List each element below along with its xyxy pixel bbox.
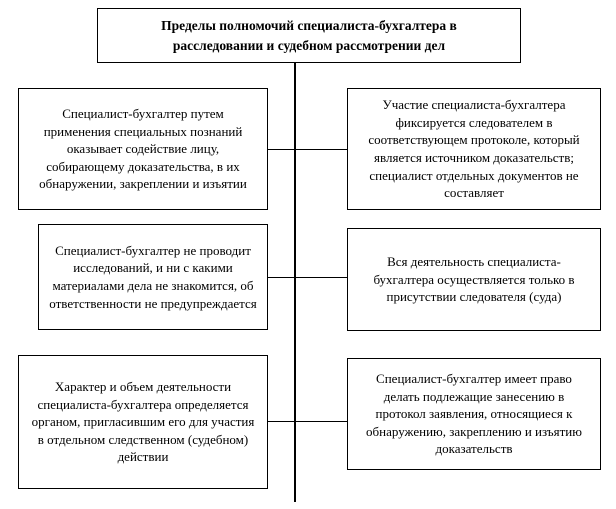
diagram-box-right-middle [347,228,601,331]
connector-left-middle [267,277,294,278]
diagram-box-right-bottom-text: Специалист-бухгалтер имеет право делать подлежащие занесению в протокол заявления, относящиеся к обнаружению, закреплению и изъятию доказательств [366,371,582,457]
diagram-box-right-top [347,88,601,210]
diagram-box-right-middle-text: Вся деятельность специалиста-бухгалтера осуществляется только в присутствии следователя (суда) [373,254,575,305]
diagram-box-left-top [18,88,268,210]
connector-right-top [296,149,347,150]
connector-left-top [267,149,294,150]
diagram-box-right-bottom [347,358,601,470]
diagram-box-right-top-text: Участие специалиста-бухгалтера фиксируется следователем в соответствующем протоколе, который является источником доказательств; специалист отдельных документов не составляет [368,97,580,201]
center-trunk-line [294,63,296,502]
diagram-box-left-middle [38,224,268,330]
diagram-box-left-bottom-text: Характер и объем деятельности специалиста-бухгалтера определяется органом, пригласившим его для участия в отдельном следственном (судебном) действии [31,379,255,465]
connector-left-bottom [267,421,294,422]
connector-right-middle [296,277,347,278]
diagram-box-left-top-text: Специалист-бухгалтер путем применения специальных познаний оказывает содействие лицу, собирающему доказательства, в их обнаружении, закреплении и изъятии [39,106,247,192]
diagram-box-left-bottom [18,355,268,489]
connector-right-bottom [296,421,347,422]
diagram-title-box [97,8,521,63]
diagram-box-left-middle-text: Специалист-бухгалтер не проводит исследований, и ни с какими материалами дела не знакомится, об ответственности не предупреждается [49,242,257,311]
diagram-title-text: Пределы полномочий специалиста-бухгалтера в расследовании и судебном рассмотрении дел [161,17,457,53]
